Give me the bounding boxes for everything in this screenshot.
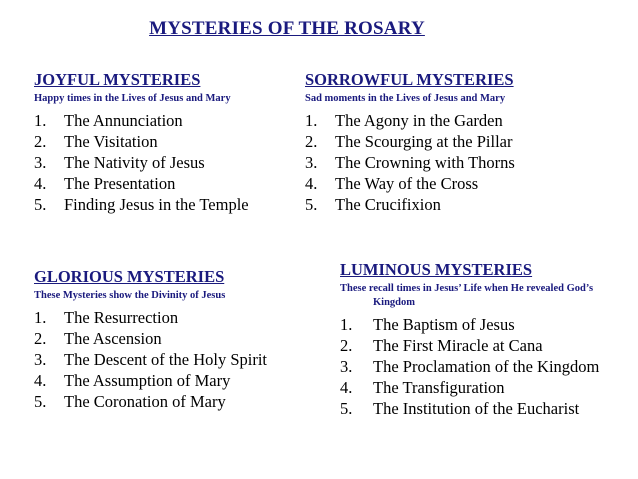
item-text: The Way of the Cross <box>335 174 479 193</box>
list-item <box>34 152 274 173</box>
item-text: The Presentation <box>64 174 176 193</box>
list-item <box>305 131 605 152</box>
item-number: 4. <box>34 371 47 390</box>
list-item <box>340 335 610 356</box>
item-text: The Visitation <box>64 132 158 151</box>
item-text: The Scourging at the Pillar <box>335 132 513 151</box>
item-text: The Crucifixion <box>335 195 441 214</box>
joyful-list <box>34 110 274 215</box>
list-item <box>340 356 610 377</box>
list-item <box>34 307 294 328</box>
item-text: The Resurrection <box>64 308 179 327</box>
list-item <box>340 377 610 398</box>
item-text: The First Miracle at Cana <box>373 336 543 355</box>
item-number: 2. <box>34 132 47 151</box>
list-item <box>305 110 605 131</box>
list-item <box>34 110 274 131</box>
item-text: The Coronation of Mary <box>64 392 226 411</box>
joyful-mysteries-section <box>34 70 274 215</box>
glorious-list <box>34 307 294 412</box>
item-number: 5. <box>305 195 318 214</box>
item-text: The Baptism of Jesus <box>373 315 515 334</box>
item-text: The Annunciation <box>64 111 183 130</box>
item-number: 5. <box>340 399 353 418</box>
item-text: The Institution of the Eucharist <box>373 399 580 418</box>
item-number: 1. <box>305 111 318 130</box>
item-number: 3. <box>34 153 47 172</box>
item-number: 4. <box>34 174 47 193</box>
item-text: The Transfiguration <box>373 378 505 397</box>
glorious-subtitle: These Mysteries show the Divinity of Jesus <box>34 290 226 301</box>
item-text: The Assumption of Mary <box>64 371 231 390</box>
list-item <box>305 194 605 215</box>
luminous-mysteries-section <box>340 260 610 419</box>
sorrowful-mysteries-section <box>305 70 605 215</box>
list-item <box>340 398 610 419</box>
item-number: 3. <box>34 350 47 369</box>
item-number: 5. <box>34 195 47 214</box>
item-number: 1. <box>340 315 353 334</box>
item-number: 4. <box>340 378 353 397</box>
joyful-heading: JOYFUL MYSTERIES <box>34 70 201 89</box>
list-item <box>340 314 610 335</box>
item-text: Finding Jesus in the Temple <box>64 195 249 214</box>
item-text: The Descent of the Holy Spirit <box>64 350 267 369</box>
item-number: 2. <box>305 132 318 151</box>
luminous-list <box>340 314 610 419</box>
item-number: 2. <box>34 329 47 348</box>
sorrowful-list <box>305 110 605 215</box>
item-text: The Agony in the Garden <box>335 111 503 130</box>
list-item <box>34 194 274 215</box>
list-item <box>34 328 294 349</box>
item-number: 5. <box>34 392 47 411</box>
item-text: The Nativity of Jesus <box>64 153 205 172</box>
glorious-heading: GLORIOUS MYSTERIES <box>34 267 225 286</box>
sorrowful-heading: SORROWFUL MYSTERIES <box>305 70 514 89</box>
joyful-subtitle: Happy times in the Lives of Jesus and Mary <box>34 93 231 104</box>
page-title: MYSTERIES OF THE ROSARY <box>149 18 425 39</box>
item-text: The Crowning with Thorns <box>335 153 515 172</box>
item-number: 3. <box>305 153 318 172</box>
list-item <box>34 173 274 194</box>
item-number: 2. <box>340 336 353 355</box>
item-number: 4. <box>305 174 318 193</box>
glorious-mysteries-section <box>34 267 294 412</box>
list-item <box>34 349 294 370</box>
luminous-heading: LUMINOUS MYSTERIES <box>340 260 533 279</box>
list-item <box>305 152 605 173</box>
list-item <box>34 370 294 391</box>
sorrowful-subtitle: Sad moments in the Lives of Jesus and Mary <box>305 93 506 104</box>
item-text: The Ascension <box>64 329 162 348</box>
luminous-subtitle: These recall times in Jesus’ Life when He revealed God’s Kingdom <box>340 283 594 308</box>
item-number: 3. <box>340 357 353 376</box>
item-number: 1. <box>34 111 47 130</box>
list-item <box>305 173 605 194</box>
list-item <box>34 391 294 412</box>
item-number: 1. <box>34 308 47 327</box>
item-text: The Proclamation of the Kingdom <box>373 357 600 376</box>
list-item <box>34 131 274 152</box>
